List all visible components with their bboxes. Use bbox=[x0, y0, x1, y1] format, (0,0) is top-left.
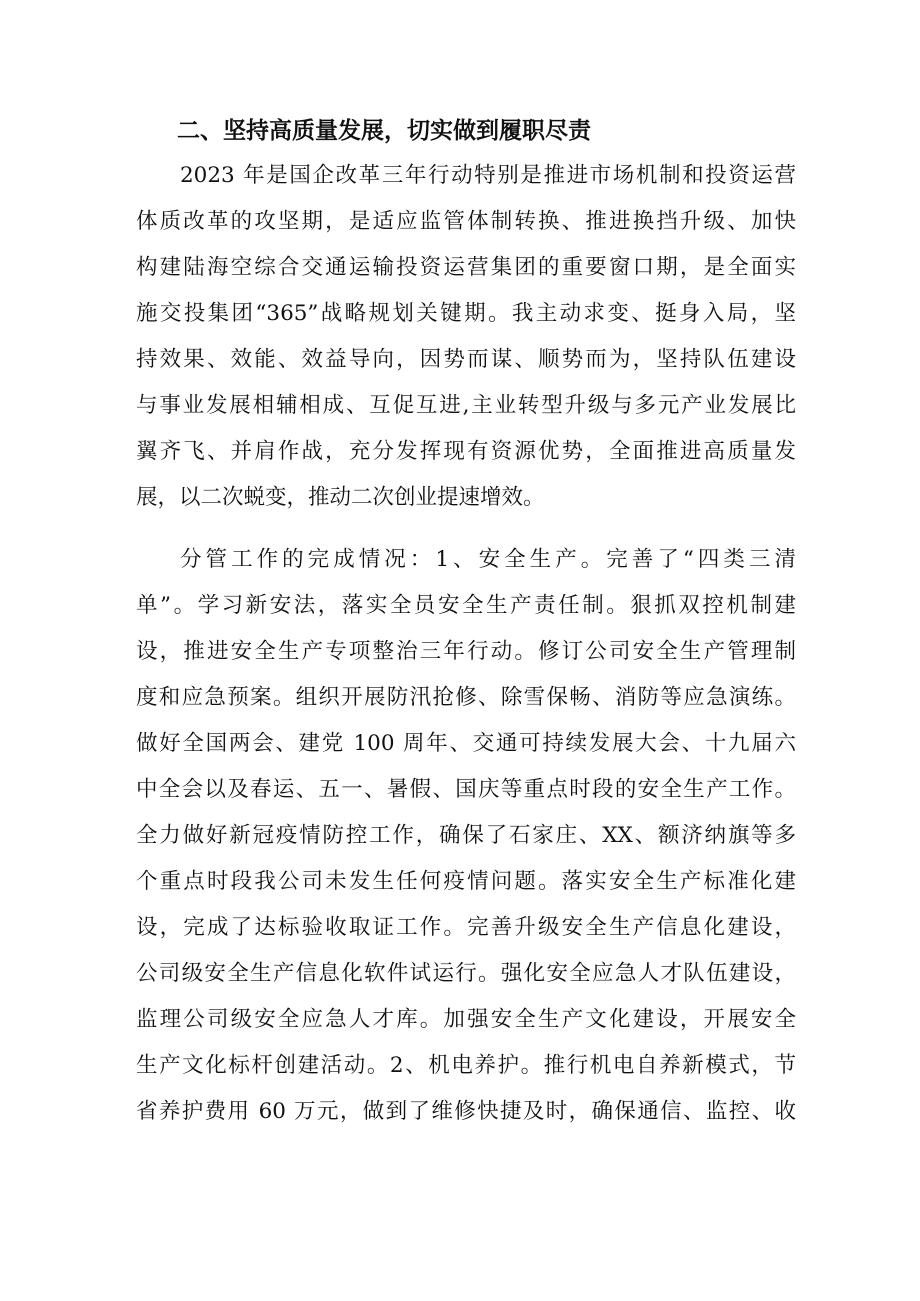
paragraph-line: 展，以二次蜕变，推动二次创业提速增效。 bbox=[136, 485, 545, 510]
paragraph-line: 全力做好新冠疫情防控工作，确保了石家庄、XX、额济纳旗等多 bbox=[136, 823, 796, 848]
paragraph-line: 监理公司级安全应急人才库。加强安全生产文化建设，开展安全 bbox=[136, 1007, 796, 1032]
paragraph-line: 分管工作的完成情况：1、安全生产。完善了“四类三清 bbox=[180, 547, 796, 572]
paragraph-line: 翼齐飞、并肩作战，充分发挥现有资源优势，全面推进高质量发 bbox=[136, 439, 796, 464]
paragraph-line: 持效果、效能、效益导向，因势而谋、顺势而为，坚持队伍建设 bbox=[136, 347, 796, 372]
section-heading: 二、坚持高质量发展，切实做到履职尽责 bbox=[177, 118, 591, 144]
paragraph-line: 设，推进安全生产专项整治三年行动。修订公司安全生产管理制 bbox=[136, 639, 796, 664]
paragraph-line: 设，完成了达标验收取证工作。完善升级安全生产信息化建设， bbox=[136, 915, 796, 940]
paragraph-line: 做好全国两会、建党 100 周年、交通可持续发展大会、十九届六 bbox=[136, 731, 796, 756]
paragraph-line: 与事业发展相辅相成、互促互进,主业转型升级与多元产业发展比 bbox=[136, 393, 796, 418]
paragraph-line: 中全会以及春运、五一、暑假、国庆等重点时段的安全生产工作。 bbox=[136, 777, 796, 802]
paragraph-line: 公司级安全生产信息化软件试运行。强化安全应急人才队伍建设， bbox=[136, 961, 796, 986]
paragraph-line: 单”。学习新安法，落实全员安全生产责任制。狠抓双控机制建 bbox=[136, 593, 796, 618]
paragraph-line: 构建陆海空综合交通运输投资运营集团的重要窗口期，是全面实 bbox=[136, 255, 796, 280]
paragraph-line: 体质改革的攻坚期，是适应监管体制转换、推进换挡升级、加快 bbox=[136, 209, 796, 234]
paragraph-line: 生产文化标杆创建活动。2、机电养护。推行机电自养新模式，节 bbox=[136, 1053, 796, 1078]
paragraph-line: 省养护费用 60 万元，做到了维修快捷及时，确保通信、监控、收 bbox=[136, 1099, 796, 1124]
paragraph-line: 2023 年是国企改革三年行动特别是推进市场机制和投资运营 bbox=[180, 163, 796, 188]
paragraph-line: 个重点时段我公司未发生任何疫情问题。落实安全生产标准化建 bbox=[136, 869, 796, 894]
paragraph-line: 施交投集团“365”战略规划关键期。我主动求变、挺身入局，坚 bbox=[136, 301, 796, 326]
paragraph-line: 度和应急预案。组织开展防汛抢修、除雪保畅、消防等应急演练。 bbox=[136, 685, 796, 710]
